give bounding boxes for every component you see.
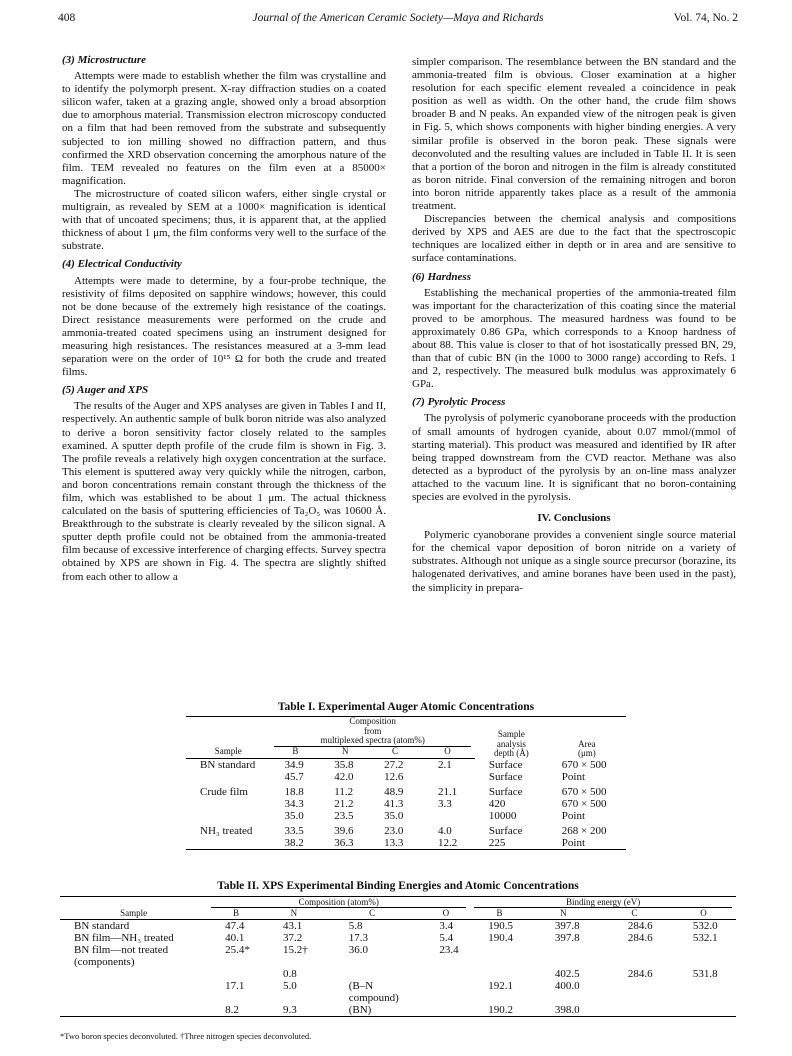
table-cell: 33.5 — [284, 825, 304, 837]
section-heading-auger-xps: (5) Auger and XPS — [62, 384, 149, 397]
table-cell: 5.8 — [348, 920, 363, 932]
table-cell: 23.5 — [334, 810, 354, 822]
page-number: 408 — [58, 12, 76, 24]
table-cell: 268 × 200 — [561, 825, 607, 837]
table-cell — [420, 771, 475, 783]
table-cell: 670 × 500 — [561, 786, 607, 798]
table-cell: 21.2 — [334, 798, 354, 810]
paragraph: The pyrolysis of polymeric cyanoborane proceeds with the production of small amounts of hydrogen cyanide, about 0.07 mmol/(mmol of starting material). This product was measured and identified by IR after being trapped downstream from the CVD reactor. Methane was also detected as a byproduct of the pyrolysis by an on-line mass analyzer attached to the vacuum line. It is significant that no boron-containing species are evolved in the pyrolysis. — [412, 412, 736, 503]
table-cell: 3.4 — [439, 920, 454, 932]
table-row — [60, 980, 736, 1004]
table-cell — [60, 968, 207, 980]
table-cell: 39.6 — [334, 825, 354, 837]
table-cell: 12.6 — [384, 771, 404, 783]
table-cell: BN film—not treated (components) — [74, 944, 169, 968]
table1-depth-header: Sample analysis depth (Å) — [493, 729, 529, 758]
table-row — [186, 810, 626, 822]
table-cell — [186, 837, 270, 850]
table-cell: 11.2 — [334, 786, 354, 798]
table-cell: Point — [561, 771, 585, 783]
running-header — [58, 12, 738, 28]
section-heading-microstructure: (3) Microstructure — [62, 54, 147, 66]
table2-col-header: O — [421, 908, 470, 920]
table-cell — [207, 968, 265, 980]
table-cell — [598, 1004, 671, 1017]
table1-col-header: B — [270, 747, 320, 759]
section-heading-conclusions: IV. Conclusions — [537, 512, 611, 525]
paragraph: Polymeric cyanoborane provides a convenient single source material for the chemical vapor deposition of boron nitride on a variety of substrates. Although not unique as a single source precursor (borazine, its halogenated derivatives, and amine boranes have been used in the past), the simplicity in prepara- — [412, 529, 736, 594]
table-cell — [421, 1004, 470, 1017]
table-cell: 0.8 — [282, 968, 297, 980]
table-cell: 400.0 — [554, 980, 580, 992]
table-cell: 13.3 — [384, 837, 404, 849]
table-row — [186, 759, 626, 772]
right-column — [412, 56, 736, 595]
table-cell: 402.5 — [554, 968, 580, 980]
table-cell: 27.2 — [384, 759, 404, 771]
section-heading-hardness: (6) Hardness — [412, 270, 471, 283]
paragraph: The results of the Auger and XPS analyses are given in Tables I and II, respectively. An authentic sample of bulk boron nitride was also analyzed to derive a boron sensitivity factor closely related to the samples examined. A sputter depth profile of the crude film is shown in Fig. 3. The profile reveals a relatively high oxygen concentration at the surface. This element is sputtered away very quickly while the nitrogen, carbon, and boron concentrations remain constant through the thickness of the film, which was established to be about 1 μm. The actual thickness calculated on the basis of sputtering efficiencies of Ta₂O₅ was 10600 Å. Breakthrough to the substrate is clearly revealed by the silicon signal. A sputter depth profile could not be obtained from the ammonia-treated film because of excessive interference of charging effects. Survey spectra obtained by XPS are shown in Fig. 4. The spectra are slightly shifted from each other to allow a — [62, 400, 386, 583]
paragraph: simpler comparison. The resemblance between the BN standard and the ammonia-treated film is obvious. Closer examination at a higher resolution for each specific element revealed a coincidence in peak position as well as width. On the other hand, the crude film shows broader B and N peaks. An expanded view of the nitrogen peak is given in Fig. 5, which shows components with higher binding energies. A very similar profile is observed in the boron peak. These signals were deconvoluted and the resulting values are included in Table II. It is seen that a portion of the boron and nitrogen in the film is already constituted as boron nitride. Final conversion of the remaining nitrogen and boron into boron nitride apparently takes place as a result of the ammonia treatment. — [412, 56, 736, 213]
table-cell — [186, 798, 270, 810]
table-cell: 9.3 — [282, 1004, 297, 1016]
table-cell: 35.0 — [284, 810, 304, 822]
table-cell: Surface — [488, 825, 523, 837]
table-cell: BN standard — [200, 759, 256, 771]
table-cell: 48.9 — [384, 786, 404, 798]
table-cell: 37.2 — [282, 932, 303, 944]
table-cell — [421, 968, 470, 980]
table2-col-header: C — [323, 908, 422, 920]
table-cell: 284.6 — [627, 968, 653, 980]
table-cell: 2.1 — [437, 759, 452, 771]
table2-col-header: N — [265, 908, 323, 920]
table1-body — [186, 759, 626, 850]
table2-col-header: C — [598, 908, 671, 920]
table-cell: 190.2 — [488, 1004, 514, 1016]
volume-info: Vol. 74, No. 2 — [673, 12, 738, 24]
table1-col-header: O — [420, 747, 475, 759]
table-cell: 40.1 — [225, 932, 245, 944]
table-cell: 38.2 — [284, 837, 304, 849]
table-row — [186, 798, 626, 810]
table2-title: Table II. XPS Experimental Binding Energies and Atomic Concentrations — [217, 880, 579, 892]
table-cell: 190.5 — [488, 920, 514, 932]
table1-composition-header: Composition from multiplexed spectra (atom%) — [270, 717, 474, 747]
table1-col-header: N — [320, 747, 370, 759]
table-row — [60, 944, 736, 968]
table-cell — [420, 810, 475, 822]
table-cell: 3.3 — [437, 798, 452, 810]
table-cell: 5.0 — [282, 980, 297, 992]
paragraph: The microstructure of coated silicon wafers, either single crystal or multigrain, as revealed by SEM at a 1000× magnification is identical with that of uncoated specimens; thus, it is apparent that, at the applied thickness of about 1 μm, the film conforms very well to the surface of the substrate. — [62, 187, 386, 253]
table-cell — [60, 980, 207, 1004]
table-cell: 42.0 — [334, 771, 354, 783]
table2-col-header: Sample — [60, 908, 207, 920]
table-cell: 43.1 — [282, 920, 303, 932]
table-cell: (BN) — [348, 1004, 372, 1016]
table-cell: 35.8 — [334, 759, 354, 771]
table2-composition-header: Composition (atom%) — [207, 897, 470, 909]
table-cell: 47.4 — [225, 920, 245, 932]
table-cell: 532.0 — [692, 920, 718, 932]
table-row — [60, 920, 736, 933]
table-row — [186, 822, 626, 837]
paragraph: Attempts were made to establish whether the film was crystalline and to identify the polymorph present. X-ray diffraction studies on a coated silicon wafer, taken at a grazing angle, showed only a broad absorption due to amorphous material. Transmission electron microscopy conducted on a film that had been removed from the substrate and subsequently subjected to ion milling showed no diffraction pattern, and thus confirmed the XRD observation concerning the amorphous nature of the film. TEM revealed no features on the film even at a 85000× magnification. — [62, 70, 386, 187]
table2-body — [60, 920, 736, 1017]
table2-binding-energy-header: Binding energy (eV) — [470, 897, 736, 909]
table-cell: (B–N compound) — [348, 980, 399, 1004]
table-cell: NH₃ treated — [200, 825, 253, 837]
table-cell — [323, 968, 422, 980]
left-column — [62, 54, 386, 584]
table-row — [186, 771, 626, 783]
table-cell: Crude film — [200, 786, 248, 798]
table-cell: 17.3 — [348, 932, 368, 944]
table-cell — [529, 944, 598, 968]
table-cell: 420 — [488, 798, 506, 810]
table-cell — [186, 771, 270, 783]
table2-col-header: O — [671, 908, 736, 920]
table1-title: Table I. Experimental Auger Atomic Concentrations — [277, 701, 535, 713]
table-cell: 397.8 — [554, 932, 580, 944]
table-cell: 190.4 — [488, 932, 514, 944]
section-heading-electrical-conductivity: (4) Electrical Conductivity — [62, 258, 182, 271]
table-cell — [598, 980, 671, 1004]
table-cell: Surface — [488, 758, 523, 771]
table-cell: 15.2† — [282, 944, 308, 956]
table2 — [60, 896, 736, 1017]
table-cell: 25.4* — [225, 944, 250, 956]
table-cell — [421, 980, 470, 1004]
table-cell: 670 × 500 — [561, 758, 607, 771]
table-cell: 36.3 — [334, 837, 354, 849]
table-cell: 8.2 — [225, 1004, 239, 1016]
table-cell: 12.2 — [437, 837, 458, 849]
table-cell — [671, 1004, 736, 1017]
table-cell: 10000 — [488, 810, 517, 822]
table1-col-header: Sample — [186, 747, 270, 759]
table-cell: Point — [561, 810, 585, 822]
table-cell: 18.8 — [284, 786, 304, 798]
journal-title: Journal of the American Ceramic Society—Maya and Richards — [252, 12, 544, 24]
table-cell: 23.0 — [384, 825, 404, 837]
table2-col-header: B — [207, 908, 265, 920]
table-cell — [60, 1004, 207, 1017]
table-cell: 284.6 — [627, 932, 653, 944]
table1-col-header: C — [370, 747, 420, 759]
table-cell: Point — [561, 837, 585, 849]
table-cell: 41.3 — [384, 798, 404, 810]
table-cell: BN film—NH₃ treated — [74, 932, 174, 944]
table-cell: Surface — [488, 771, 523, 783]
table-row — [60, 968, 736, 980]
paragraph: Discrepancies between the chemical analysis and compositions derived by XPS and AES are due to the fact that the spectroscopic techniques are localized either in depth or in area and are sensitive to surface contaminations. — [412, 213, 736, 265]
table-row — [186, 837, 626, 850]
paragraph: Attempts were made to determine, by a four-probe technique, the resistivity of films deposited on sapphire windows; however, this could not be done because of the extremely high resistance of the coatings. Direct resistance measurements were performed on the crude and ammonia-treated coated specimens using an instrument designed for measuring high resistances. The resistances measured at a 3-mm lead separation were on the order of 10¹⁵ Ω for both the crude and treated films. — [62, 274, 386, 379]
table-cell: 34.3 — [284, 798, 304, 810]
table-cell: 531.8 — [692, 968, 718, 980]
table-row — [60, 932, 736, 944]
table-cell: Surface — [488, 786, 523, 798]
table-cell: 34.9 — [284, 759, 304, 771]
table1-area-header: Area (μm) — [577, 738, 596, 758]
table2-col-header: B — [470, 908, 529, 920]
table-cell: BN standard — [74, 920, 130, 932]
table-cell: 17.1 — [225, 980, 245, 992]
paragraph: Establishing the mechanical properties of the ammonia-treated film was important for the characterization of this coating since the material proved to be amorphous. The measured hardness was found to be approximately 0.86 GPa, which corresponds to a Knoop hardness of about 88. This value is closer to that of hot isostatically pressed BN, 29, than that of cubic BN (in the 1000 to 3000 range) according to Refs. 1 and 2, respectively. The measured bulk modulus was approximately 6 GPa. — [412, 286, 736, 391]
table-cell: 397.8 — [554, 920, 580, 932]
table-cell — [671, 980, 736, 1004]
table-cell — [470, 944, 529, 968]
table-cell: 225 — [488, 837, 506, 849]
table-cell — [671, 944, 736, 968]
section-heading-pyrolytic-process: (7) Pyrolytic Process — [412, 396, 506, 409]
table-cell: 35.0 — [384, 810, 404, 822]
table-row — [186, 783, 626, 798]
table-cell: 5.4 — [439, 932, 454, 944]
table-cell: 532.1 — [692, 932, 718, 944]
table-cell: 670 × 500 — [561, 798, 607, 810]
table2-footnote: *Two boron species deconvoluted. †Three nitrogen species deconvoluted. — [60, 1031, 312, 1041]
table-cell — [470, 968, 529, 980]
table2-col-header: N — [529, 908, 598, 920]
table-cell — [598, 944, 671, 968]
table-cell: 398.0 — [554, 1004, 580, 1016]
table-cell: 4.0 — [437, 825, 452, 837]
table-cell: 192.1 — [488, 980, 514, 992]
table-cell: 21.1 — [437, 786, 458, 798]
table-cell: 284.6 — [627, 920, 653, 932]
table-cell: 23.4 — [439, 944, 459, 956]
table-cell — [186, 810, 270, 822]
table-row — [60, 1004, 736, 1017]
table-cell: 36.0 — [348, 944, 368, 956]
table-cell: 45.7 — [284, 771, 304, 783]
table1 — [186, 716, 626, 850]
